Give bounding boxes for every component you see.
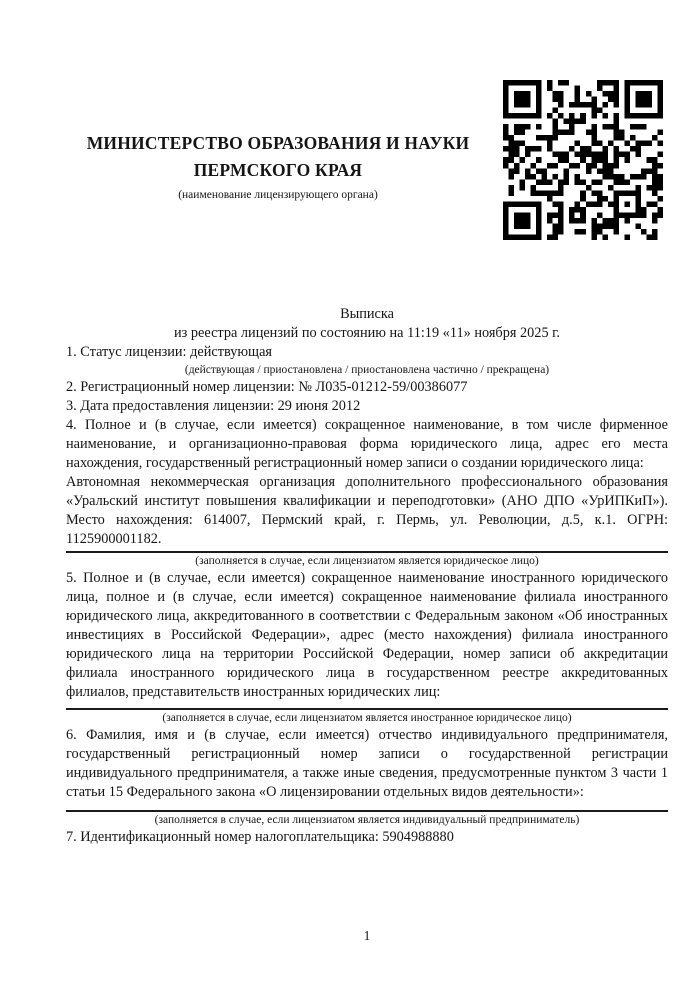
ministry-name-line1: МИНИСТЕРСТВО ОБРАЗОВАНИЯ И НАУКИ [86, 133, 470, 153]
taxpayer-identification-number: 7. Идентификационный номер налогоплательщика: 5904988880 [66, 829, 454, 845]
license-status: 1. Статус лицензии: действующая [66, 344, 272, 360]
legal-entity-caption: (заполняется в случае, если лицензиатом является юридическое лицо) [195, 555, 539, 567]
license-registration-number: 2. Регистрационный номер лицензии: № Л035-01212-59/00386077 [66, 379, 468, 395]
entrepreneur-caption: (заполняется в случае, если лицензиатом является индивидуальный предприниматель) [154, 814, 580, 826]
license-status-hint: (действующая / приостановлена / приостановлена частично / прекращена) [184, 364, 550, 376]
entrepreneur-prompt: 6. Фамилия, имя и (в случае, если имеется) отчество индивидуального предпринимателя, государственный регистрационный номер записи о государственной регистрации индивидуального предпринимателя, а также иные сведения, предусмотренные пунктом 3 части 1 статьи 15 Федерального закона «О лицензировании отдельных видов деятельности»: [66, 727, 668, 800]
page-number: 1 [363, 928, 371, 943]
document-title [66, 305, 668, 343]
foreign-entity-caption: (заполняется в случае, если лицензиатом является иностранное юридическое лицо) [162, 712, 572, 724]
qr-code [503, 80, 663, 240]
legal-entity-prompt: 4. Полное и (в случае, если имеется) сокращенное наименование, в том числе фирменное наименование, и организационно-правовая форма юридического лица, адрес его места нахождения, государственный регистрационный номер записи о создании юридического лица: [66, 417, 668, 471]
document-body [66, 343, 668, 847]
document-title-line1: Выписка [340, 306, 394, 322]
ministry-name-line2: ПЕРМСКОГО КРАЯ [193, 160, 363, 180]
licensing-authority-caption: (наименование лицензирующего органа) [178, 189, 378, 201]
document-title-line2: из реестра лицензий по состоянию на 11:19 «11» ноября 2025 г. [174, 325, 560, 341]
licensing-authority-name [66, 130, 490, 184]
license-grant-date: 3. Дата предоставления лицензии: 29 июня 2012 [66, 398, 361, 414]
foreign-entity-prompt: 5. Полное и (в случае, если имеется) сокращенное наименование иностранного юридического лица, полное и (в случае, если имеется) сокращенное наименование филиала иностранного юридического лица, аккредитованного в соответствии с Федеральным законом «Об иностранных инвестициях в Российской Федерации», адрес (место нахождения) филиала иностранного юридического лица на территории Российской Федерации, номер записи об аккредитации филиала иностранного юридического лица в государственном реестре аккредитованных филиалов, представительств иностранных юридических лиц: [66, 570, 668, 700]
document-header [66, 0, 490, 203]
legal-entity-value: Автономная некоммерческая организация дополнительного профессионального образования «Уральский институт повышения квалификации и переподготовки» (АНО ДПО «УрИПКиП»). Место нахождения: 614007, Пермский край, г. Пермь, ул. Революции, д.5, к.1. ОГРН: 1125900001182. [66, 474, 668, 547]
